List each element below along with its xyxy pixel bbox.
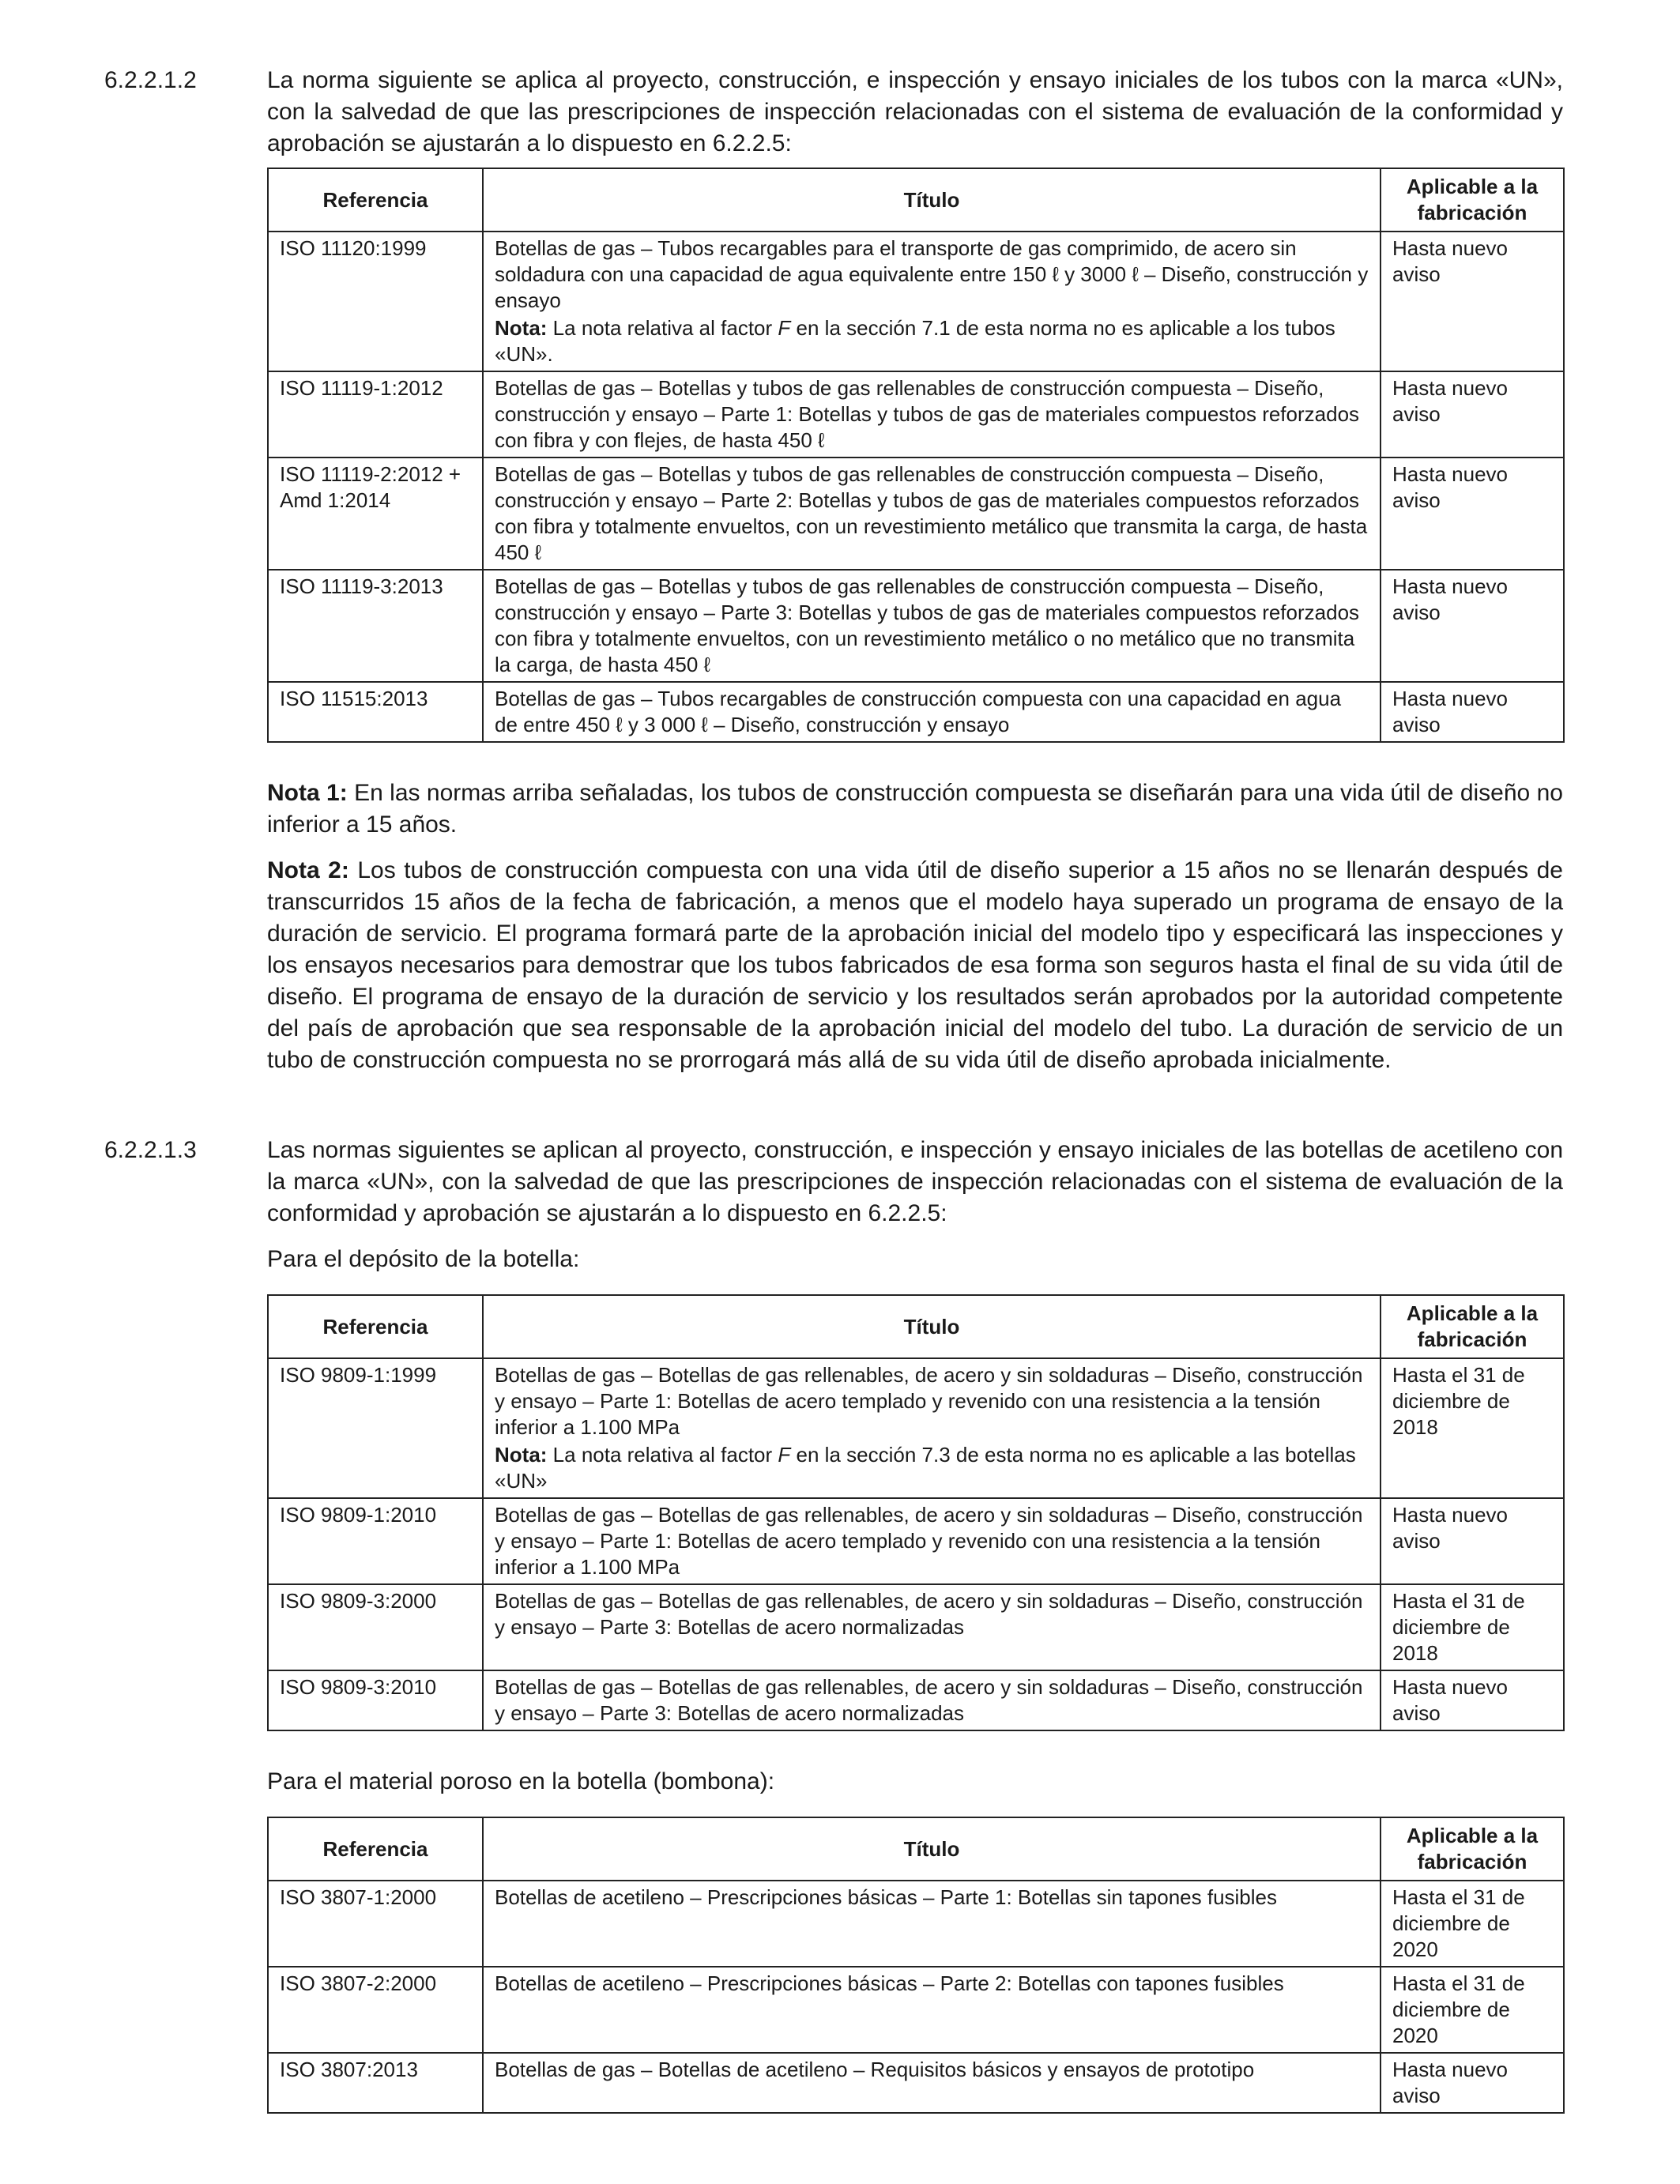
cell-title: Botellas de acetileno – Prescripciones básicas – Parte 2: Botellas con tapones fusibles	[483, 1967, 1381, 2053]
cell-title: Botellas de gas – Botellas y tubos de gas rellenables de construcción compuesta – Diseño, construcción y ensayo – Parte 2: Botellas y tubos de gas de materiales compuestos reforzados con fibra y totalmente envueltos, con un revestimiento metálico que transmita la carga, de hasta 450 ℓ	[483, 458, 1381, 570]
cell-reference: ISO 3807:2013	[268, 2053, 483, 2113]
note-text-pre: La nota relativa al factor	[552, 1443, 773, 1467]
cell-applicable: Hasta nuevo aviso	[1381, 682, 1564, 742]
cell-title: Botellas de gas – Botellas de gas rellenables, de acero y sin soldaduras – Diseño, construcción y ensayo – Parte 3: Botellas de acero normalizadas	[483, 1670, 1381, 1730]
note-label: Nota:	[495, 316, 548, 340]
cell-reference: ISO 3807-1:2000	[268, 1881, 483, 1967]
note-factor: F	[778, 1443, 791, 1467]
cell-applicable: Hasta nuevo aviso	[1381, 2053, 1564, 2113]
cell-reference: ISO 11515:2013	[268, 682, 483, 742]
note-text-post: en la sección 7.1 de esta norma no es aplicable a los tubos «UN».	[495, 316, 1335, 366]
title-text: Botellas de gas – Tubos recargables para el transporte de gas comprimido, de acero sin soldadura con una capacidad de agua equivalente entre 150 ℓ y 3000 ℓ – Diseño, construcción y ensayo	[495, 236, 1369, 312]
cell-title	[483, 232, 1381, 371]
table-row	[268, 1670, 1564, 1730]
note-text-pre: La nota relativa al factor	[552, 316, 773, 340]
cell-reference: ISO 3807-2:2000	[268, 1967, 483, 2053]
table-header-row	[268, 1817, 1564, 1881]
table-row	[268, 1967, 1564, 2053]
cell-title: Botellas de acetileno – Prescripciones básicas – Parte 1: Botellas sin tapones fusibles	[483, 1881, 1381, 1967]
table-row	[268, 458, 1564, 570]
cell-applicable: Hasta nuevo aviso	[1381, 1498, 1564, 1584]
cell-title: Botellas de gas – Botellas y tubos de gas rellenables de construcción compuesta – Diseño, construcción y ensayo – Parte 3: Botellas y tubos de gas de materiales compuestos reforzados con fibra y totalmente envueltos, con un revestimiento metálico o no metálico que no transmita la carga, de hasta 450 ℓ	[483, 570, 1381, 682]
cell-applicable: Hasta nuevo aviso	[1381, 371, 1564, 458]
table-note	[495, 1442, 1369, 1494]
note-2-text: Los tubos de construcción compuesta con una vida útil de diseño superior a 15 años no se llenarán después de transcurridos 15 años de la fecha de fabricación, a menos que el modelo haya superado un programa de ensayo de la duración de servicio. El programa formará parte de la aprobación inicial del modelo tipo y especificará las inspecciones y los ensayos necesarios para demostrar que los tubos fabricados de esa forma son seguros hasta el final de su vida útil de diseño. El programa de ensayo de la duración de servicio y los resultados serán aprobados por la autoridad competente del país de aprobación que sea responsable de la aprobación inicial del modelo del tubo. La duración de servicio de un tubo de construcción compuesta no se prorrogará más allá de su vida útil de diseño aprobada inicialmente.	[267, 857, 1563, 1073]
standards-table-tubes	[267, 168, 1565, 743]
cell-applicable: Hasta el 31 de diciembre de 2020	[1381, 1881, 1564, 1967]
table-row	[268, 1881, 1564, 1967]
note-label: Nota:	[495, 1443, 548, 1467]
cell-applicable: Hasta el 31 de diciembre de 2018	[1381, 1358, 1564, 1498]
cell-reference: ISO 9809-1:1999	[268, 1358, 483, 1498]
table-header-row	[268, 168, 1564, 232]
note-1	[267, 778, 1563, 841]
section-body	[267, 65, 1563, 1076]
cell-applicable: Hasta nuevo aviso	[1381, 458, 1564, 570]
cell-title: Botellas de gas – Botellas de gas rellenables, de acero y sin soldaduras – Diseño, construcción y ensayo – Parte 1: Botellas de acero templado y revenido con una resistencia a la tensión inferior a 1.100 MPa	[483, 1498, 1381, 1584]
table-row	[268, 570, 1564, 682]
cell-title: Botellas de gas – Tubos recargables de construcción compuesta con una capacidad en agua de entre 450 ℓ y 3 000 ℓ – Diseño, construcción y ensayo	[483, 682, 1381, 742]
table-row	[268, 1584, 1564, 1670]
table-row	[268, 371, 1564, 458]
header-referencia: Referencia	[268, 1295, 483, 1358]
table-row	[268, 1358, 1564, 1498]
table-note	[495, 315, 1369, 367]
subheading-deposito: Para el depósito de la botella:	[267, 1246, 580, 1272]
note-factor: F	[778, 316, 791, 340]
cell-reference: ISO 11119-1:2012	[268, 371, 483, 458]
cell-applicable: Hasta nuevo aviso	[1381, 570, 1564, 682]
note-2	[267, 855, 1563, 1076]
section-number: 6.2.2.1.2	[104, 67, 197, 93]
table-row	[268, 682, 1564, 742]
subheading-material-poroso: Para el material poroso en la botella (bombona):	[267, 1768, 775, 1794]
note-text-post: en la sección 7.3 de esta norma no es aplicable a las botellas «UN»	[495, 1443, 1356, 1493]
cell-reference: ISO 9809-3:2010	[268, 1670, 483, 1730]
cell-title: Botellas de gas – Botellas de gas rellenables, de acero y sin soldaduras – Diseño, construcción y ensayo – Parte 3: Botellas de acero normalizadas	[483, 1584, 1381, 1670]
cell-applicable: Hasta el 31 de diciembre de 2020	[1381, 1967, 1564, 2053]
header-aplicable: Aplicable a la fabricación	[1381, 1817, 1564, 1881]
header-aplicable: Aplicable a la fabricación	[1381, 1295, 1564, 1358]
cell-applicable: Hasta nuevo aviso	[1381, 232, 1564, 371]
table-row	[268, 1498, 1564, 1584]
header-aplicable: Aplicable a la fabricación	[1381, 168, 1564, 232]
header-titulo: Título	[483, 1295, 1381, 1358]
standards-table-deposito	[267, 1294, 1565, 1731]
table-header-row	[268, 1295, 1564, 1358]
cell-reference: ISO 9809-1:2010	[268, 1498, 483, 1584]
cell-reference: ISO 11119-3:2013	[268, 570, 483, 682]
cell-title: Botellas de gas – Botellas y tubos de gas rellenables de construcción compuesta – Diseño, construcción y ensayo – Parte 1: Botellas y tubos de gas de materiales compuestos reforzados con fibra y con flejes, de hasta 450 ℓ	[483, 371, 1381, 458]
note-1-text: En las normas arriba señaladas, los tubos de construcción compuesta se diseñarán para una vida útil de diseño no inferior a 15 años.	[267, 780, 1563, 838]
cell-reference: ISO 11120:1999	[268, 232, 483, 371]
header-referencia: Referencia	[268, 1817, 483, 1881]
note-1-label: Nota 1:	[267, 780, 348, 806]
header-referencia: Referencia	[268, 168, 483, 232]
cell-title	[483, 1358, 1381, 1498]
cell-reference: ISO 11119-2:2012 + Amd 1:2014	[268, 458, 483, 570]
note-2-label: Nota 2:	[267, 857, 349, 883]
cell-reference: ISO 9809-3:2000	[268, 1584, 483, 1670]
cell-applicable: Hasta el 31 de diciembre de 2018	[1381, 1584, 1564, 1670]
title-text: Botellas de gas – Botellas de gas rellenables, de acero y sin soldaduras – Diseño, construcción y ensayo – Parte 1: Botellas de acero templado y revenido con una resistencia a la tensión inferior a 1.100 MPa	[495, 1363, 1363, 1439]
section-number: 6.2.2.1.3	[104, 1137, 197, 1163]
header-titulo: Título	[483, 1817, 1381, 1881]
table-row	[268, 232, 1564, 371]
table-row	[268, 2053, 1564, 2113]
section-intro: La norma siguiente se aplica al proyecto, construcción, e inspección y ensayo iniciales de los tubos con la marca «UN», con la salvedad de que las prescripciones de inspección relacionadas con el sistema de evaluación de la conformidad y aprobación se ajustarán a lo dispuesto en 6.2.2.5:	[267, 67, 1563, 156]
header-titulo: Título	[483, 168, 1381, 232]
section-intro: Las normas siguientes se aplican al proyecto, construcción, e inspección y ensayo iniciales de las botellas de acetileno con la marca «UN», con la salvedad de que las prescripciones de inspección relacionadas con el sistema de evaluación de la conformidad y aprobación se ajustarán a lo dispuesto en 6.2.2.5:	[267, 1137, 1563, 1226]
section-body	[267, 1135, 1563, 2114]
cell-title: Botellas de gas – Botellas de acetileno – Requisitos básicos y ensayos de prototipo	[483, 2053, 1381, 2113]
cell-applicable: Hasta nuevo aviso	[1381, 1670, 1564, 1730]
standards-table-material-poroso	[267, 1817, 1565, 2114]
